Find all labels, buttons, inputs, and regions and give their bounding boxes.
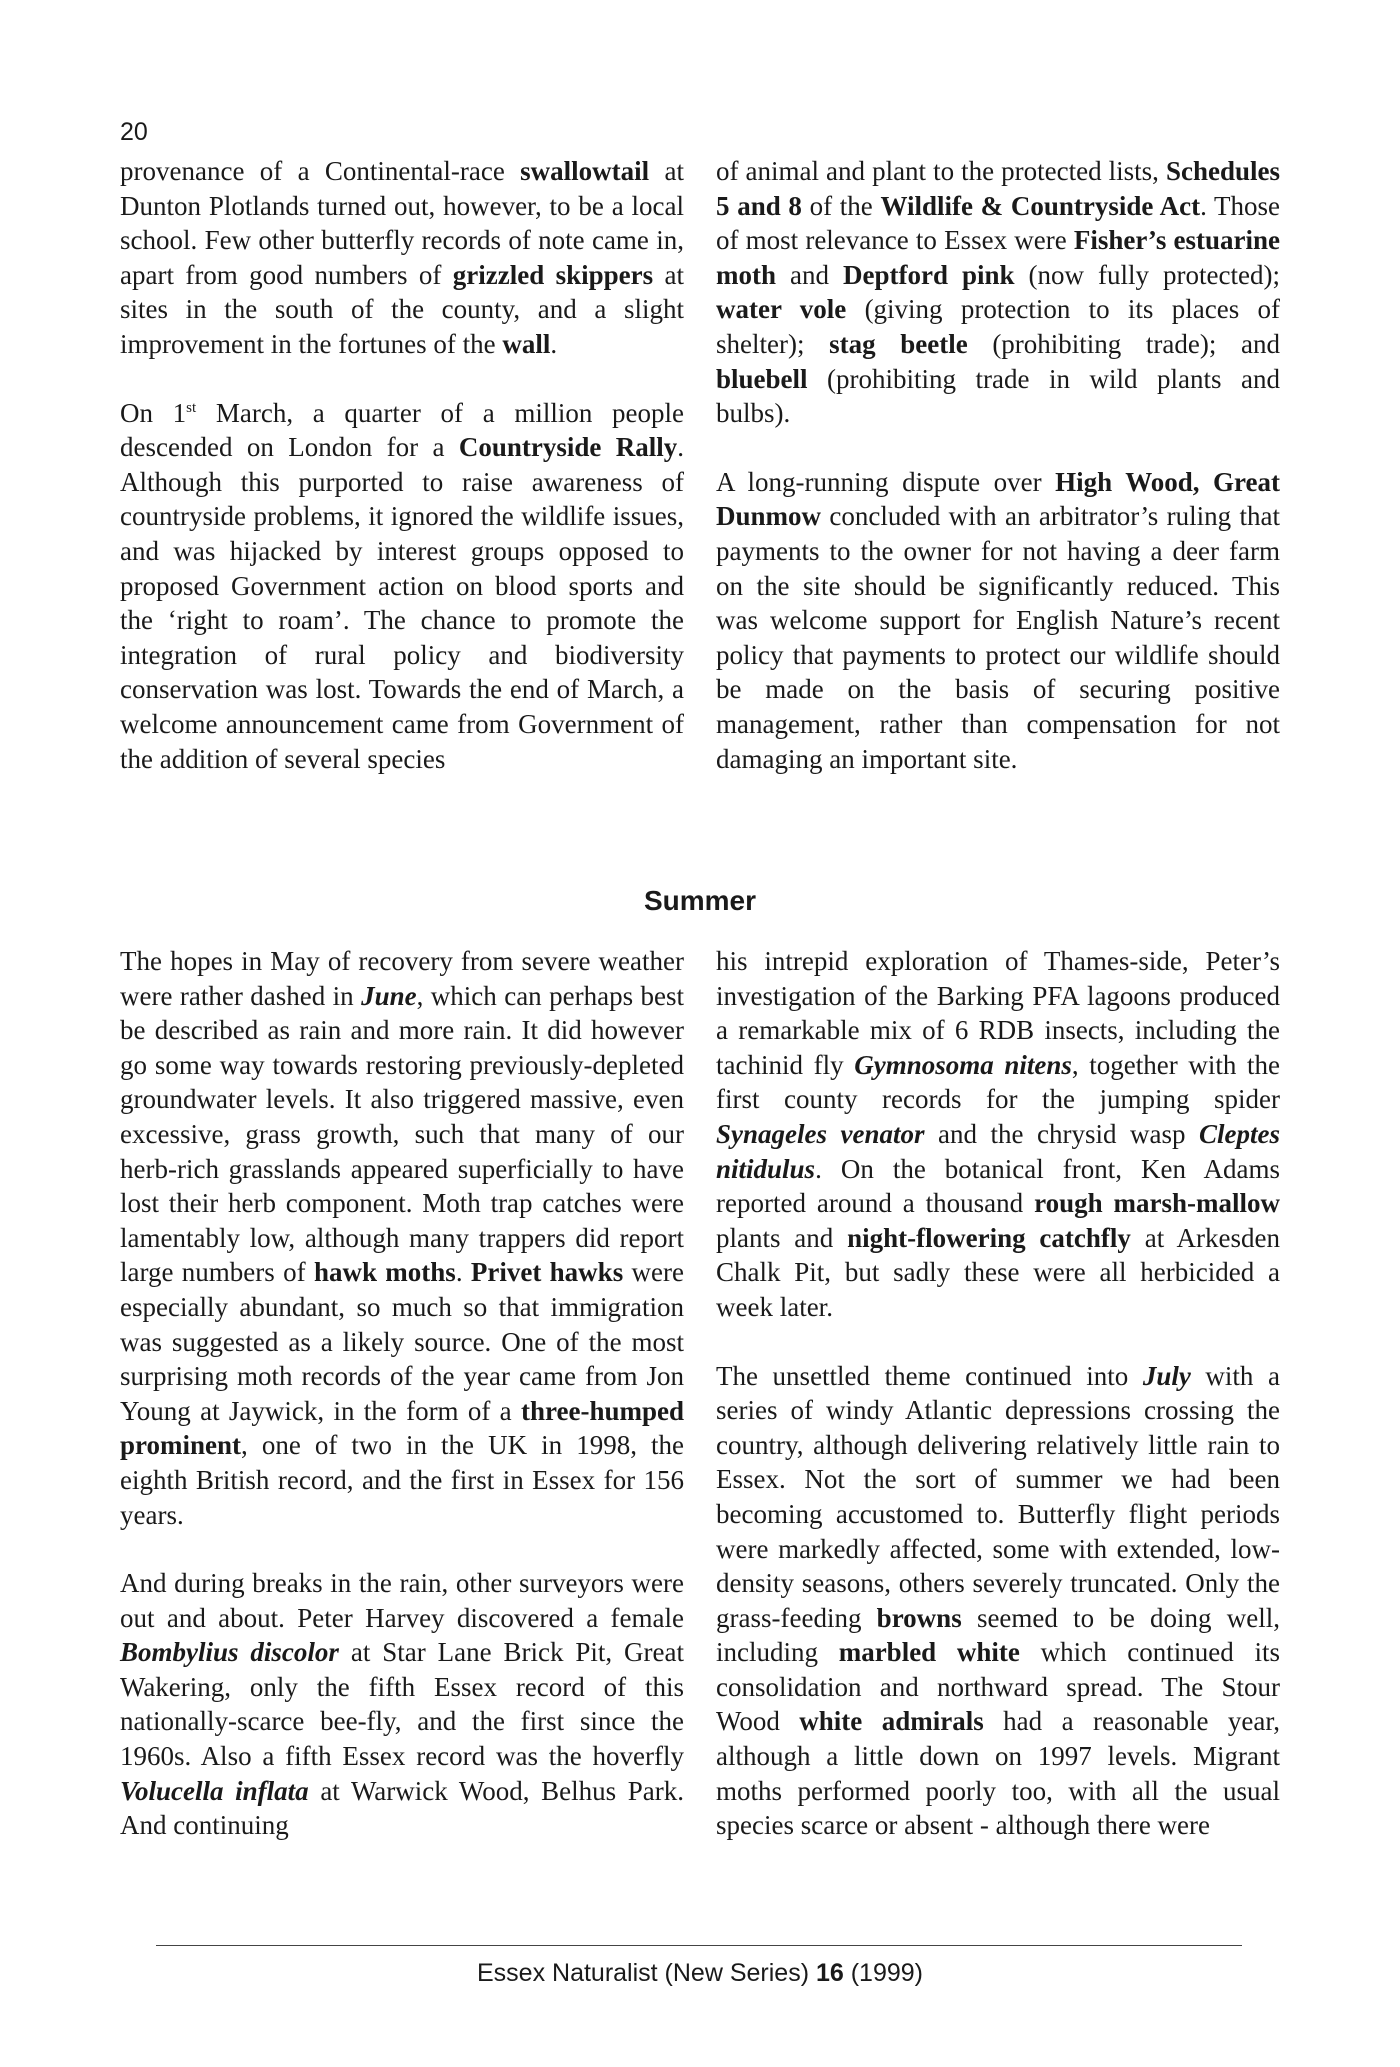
text-run: (now fully protected); [1014, 259, 1280, 290]
text-run: with a series of windy Atlantic depressions crossing the country, although delivering relatively little rain to Essex. Not the sort of summer we had been becoming accustomed to. Butterfly flight periods were markedly affected, some with extended, low-density seasons, others severely truncated. Only the grass-feeding [716, 1360, 1280, 1633]
paragraph [120, 1566, 684, 1843]
text-run: . On the botanical front, Ken Adams reported around a thousand [716, 1153, 1280, 1219]
bold-term: Wildlife & Countryside Act [880, 190, 1201, 221]
column-bottom-right [716, 944, 1280, 1843]
text-run: at Arkesden Chalk Pit, but sadly these were all herbicided a week later. [716, 1222, 1280, 1322]
bold-term: marbled white [838, 1637, 1020, 1668]
text-run: concluded with an arbitrator’s ruling that payments to the owner for not having a deer farm on the site should be significantly reduced. This was welcome support for English Nature’s recent policy that payments to protect our wildlife should be made on the basis of securing positive management, rather than compensation for not damaging an important site. [716, 501, 1280, 774]
page-number: 20 [120, 118, 148, 146]
text-run: were especially abundant, so much so that immigration was suggested as a likely source. One of the most surprising moth records of the year came from Jon Young at Jaywick, in the form of a [120, 1257, 685, 1426]
species-name: Volucella inflata [120, 1775, 309, 1806]
text-run: and the chrysid wasp [924, 1118, 1199, 1149]
species-name: Gymnosoma nitens [854, 1049, 1072, 1080]
species-name: June [361, 980, 417, 1011]
bold-term: rough marsh-mallow [1034, 1188, 1281, 1219]
bold-term: grizzled skippers [452, 259, 654, 290]
text-run: at Star Lane Brick Pit, Great Wakering, only the fifth Essex record of this nationally-scarce bee-fly, and the first since the 1960s. Also a fifth Essex record was the hoverfly [120, 1637, 685, 1772]
bold-term: bluebell [716, 363, 808, 394]
paragraph [120, 154, 684, 362]
paragraph [120, 944, 684, 1532]
footer-divider [156, 1945, 1242, 1946]
paragraph [716, 1359, 1280, 1843]
paragraph [716, 465, 1280, 776]
text-run: (giving protection to its places of shelter); [716, 294, 1280, 359]
text-run: , together with the first county records for the jumping spider [716, 1049, 1280, 1115]
text-run: . Although this purported to raise awareness of countryside problems, it ignored the wildlife issues, and was hijacked by interest groups opposed to proposed Government action on blood sports and the ‘right to roam’. The chance to promote the integration of rural policy and biodiversity conservation was lost. Towards the end of March, a welcome announcement came from Government of the addition of several species [120, 432, 684, 774]
text-run: . [550, 328, 558, 359]
species-name: Cleptes nitidulus [716, 1118, 1280, 1184]
text-run: A long-running dispute over [716, 466, 1056, 497]
text-run: (prohibiting trade); and [967, 328, 1280, 359]
journal-name: Essex Naturalist (New Series) [476, 1959, 810, 1987]
text-run: seemed to be doing well, including [716, 1602, 1280, 1668]
bold-term: white admirals [799, 1706, 984, 1737]
bold-term: Deptford pink [843, 259, 1015, 290]
text-run: provenance of a Continental-race [120, 156, 521, 186]
bold-term: Privet hawks [470, 1257, 624, 1288]
page-footer [0, 1959, 1400, 1988]
column-top-left [120, 154, 684, 776]
species-name: July [1142, 1360, 1191, 1391]
text-run: . [455, 1257, 471, 1288]
text-run: , one of two in the UK in 1998, the eighth British record, and the first in Essex for 156 years. [120, 1430, 684, 1530]
section-heading: Summer [643, 885, 757, 916]
bold-term: three-humped prominent [120, 1395, 684, 1461]
bold-term: High Wood, Great Dunmow [716, 466, 1281, 532]
text-run: at Dunton Plotlands turned out, however, to be a local school. Few other butterfly records of note came in, apart from good numbers of [120, 156, 684, 290]
text-run: which continued its consolidation and northward spread. The Stour Wood [716, 1637, 1280, 1737]
bold-term: Countryside Rally [458, 432, 678, 463]
text-run: The unsettled theme continued into [716, 1360, 1143, 1391]
bold-term: Schedules 5 and 8 [716, 156, 1280, 221]
text-run: had a reasonable year, although a little down on 1997 levels. Migrant moths performed poorly too, with all the usual species scarce or absent - although there were [716, 1706, 1280, 1841]
bold-term: wall [502, 328, 551, 359]
text-run: plants and [716, 1222, 848, 1253]
text-run: at sites in the south of the county, and a slight improvement in the fortunes of the [120, 259, 684, 359]
paragraph [716, 944, 1280, 1325]
text-run: of the [801, 190, 881, 221]
ordinal-suffix: st [186, 399, 197, 416]
text-run: , which can perhaps best be described as rain and more rain. It did however go some way towards restoring previously-depleted groundwater levels. It also triggered massive, even excessive, grass growth, such that many of our herb-rich grasslands appeared superficially to have lost their herb component. Moth trap catches were lamentably low, although many trappers did report large numbers of [120, 980, 684, 1288]
text-run: and [776, 259, 843, 290]
bold-term: stag beetle [829, 328, 968, 359]
text-run: On 1 [120, 397, 187, 428]
text-run: And during breaks in the rain, other surveyors were out and about. Peter Harvey discovered a female [120, 1568, 684, 1633]
text-run: (prohibiting trade in wild plants and bulbs). [716, 363, 1280, 429]
publication-year: (1999) [850, 1959, 923, 1987]
text-run: at Warwick Wood, Belhus Park. And continuing [120, 1775, 684, 1841]
volume-number: 16 [815, 1959, 844, 1987]
column-top-right [716, 154, 1280, 776]
text-run: . Those of most relevance to Essex were [716, 190, 1280, 256]
column-bottom-left [120, 944, 684, 1843]
bold-term: hawk moths [313, 1257, 456, 1288]
species-name: Bombylius discolor [120, 1637, 339, 1668]
text-run: his intrepid exploration of Thames-side, Peter’s investigation of the Barking PFA lagoons produced a remarkable mix of 6 RDB insects, including the tachinid fly [716, 946, 1280, 1080]
paragraph [716, 154, 1280, 431]
text-run: of animal and plant to the protected lists, [716, 156, 1166, 186]
paragraph [120, 396, 684, 777]
bold-term: browns [876, 1602, 962, 1633]
species-name: Synageles venator [716, 1118, 925, 1149]
bold-term: night-flowering catchfly [847, 1222, 1131, 1253]
bold-term: water vole [716, 294, 847, 325]
text-run: The hopes in May of recovery from severe weather were rather dashed in [120, 946, 684, 1011]
bold-term: Fisher’s estuarine moth [716, 225, 1280, 290]
text-run: March, a quarter of a million people descended on London for a [120, 397, 684, 463]
bold-term: swallowtail [520, 156, 650, 186]
